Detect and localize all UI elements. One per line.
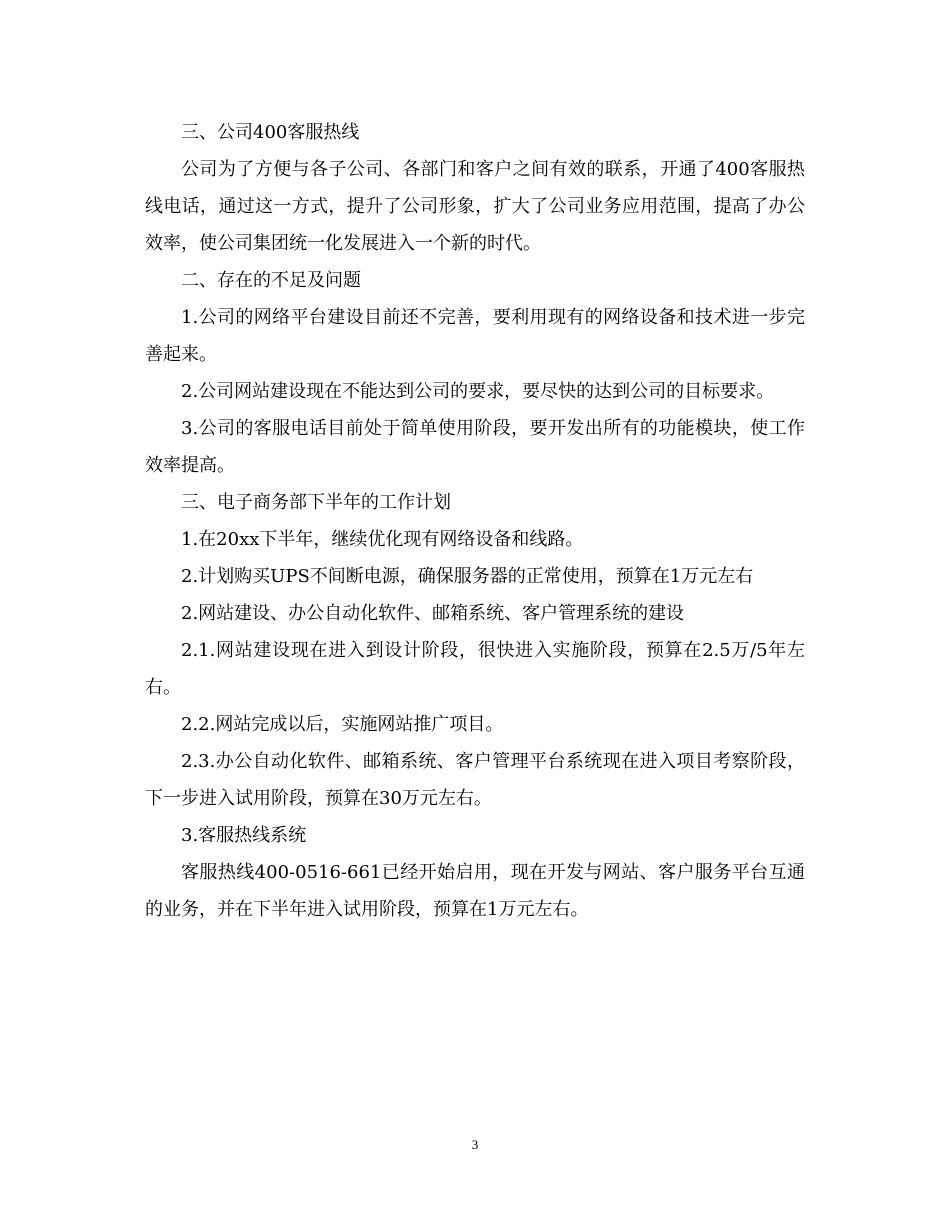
- page-number: 3: [471, 1137, 479, 1152]
- plan-item-1: 1.在20xx下半年，继续优化现有网络设备和线路。: [181, 529, 584, 550]
- issue-item-1: 1.公司的网络平台建设目前还不完善，要利用现有的网络设备和技术进一步完善起来。: [145, 307, 805, 365]
- paragraph-hotline-description: 公司为了方便与各子公司、各部门和客户之间有效的联系，开通了400客服热线电话，通过这一方式，提升了公司形象，扩大了公司业务应用范围，提高了办公效率，使公司集团统一化发展进入一个新的时代。: [145, 159, 805, 254]
- document-body: [145, 114, 805, 928]
- plan-item-3-description: 客服热线400-0516-661已经开始启用，现在开发与网站、客户服务平台互通的业务，并在下半年进入试用阶段，预算在1万元左右。: [145, 862, 805, 920]
- plan-item-2-2: 2.2.网站完成以后，实施网站推广项目。: [181, 714, 504, 735]
- section-heading-issues: 二、存在的不足及问题: [181, 270, 361, 291]
- issue-item-3: 3.公司的客服电话目前处于简单使用阶段，要开发出所有的功能模块，使工作效率提高。: [145, 418, 805, 476]
- plan-item-2-1: 2.1.网站建设现在进入到设计阶段，很快进入实施阶段，预算在2.5万/5年左右。: [145, 640, 805, 698]
- plan-item-2-3: 2.3.办公自动化软件、邮箱系统、客户管理平台系统现在进入项目考察阶段，下一步进入试用阶段，预算在30万元左右。: [145, 751, 805, 809]
- plan-item-3: 3.客服热线系统: [181, 825, 307, 846]
- issue-item-2: 2.公司网站建设现在不能达到公司的要求，要尽快的达到公司的目标要求。: [181, 381, 775, 402]
- plan-item-2-ups: 2.计划购买UPS不间断电源，确保服务器的正常使用，预算在1万元左右: [181, 566, 754, 587]
- section-heading-hotline: 三、公司400客服热线: [181, 122, 360, 143]
- section-heading-plan: 三、电子商务部下半年的工作计划: [181, 492, 451, 513]
- plan-item-2-systems: 2.网站建设、办公自动化软件、邮箱系统、客户管理系统的建设: [181, 603, 685, 624]
